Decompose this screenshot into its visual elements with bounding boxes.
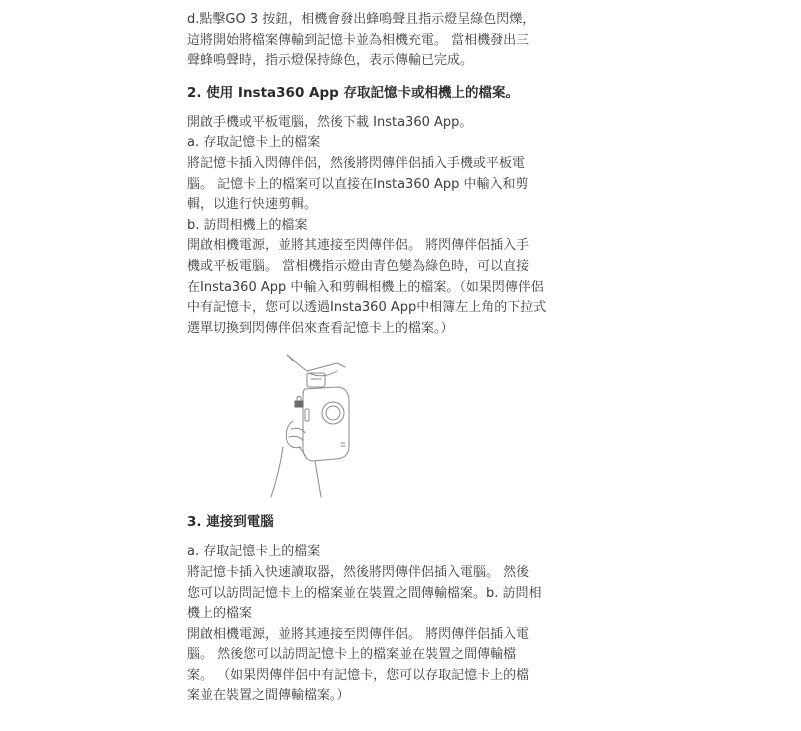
text-line: 案。 （如果閃傳伴侶中有記憶卡，您可以存取記憶卡上的檔 — [187, 667, 530, 683]
text-line: 開啟相機電源，並將其連接至閃傳伴侶。 將閃傳伴侶插入電 — [187, 626, 530, 642]
text-line: a. 存取記憶卡上的檔案 — [187, 544, 321, 560]
section2-heading: 2. 使用 Insta360 App 存取記憶卡或相機上的檔案。 — [187, 84, 520, 101]
text-line: 這將開始將檔案傳輸到記憶卡並為相機充電。 當相機發出三 — [187, 32, 530, 48]
section2-paragraph — [187, 113, 587, 340]
step1-continued-paragraph — [187, 10, 587, 72]
text-line: 案並在裝置之間傳輸檔案。） — [187, 688, 350, 704]
text-line: 中有記憶卡，您可以透過Insta360 App中相簿左上角的下拉式 — [187, 300, 547, 316]
text-line: 腦。 記憶卡上的檔案可以直接在Insta360 App 中輸入和剪 — [187, 176, 529, 192]
text-line: 將記憶卡插入快速讀取器，然後將閃傳伴侶插入電腦。 然後 — [187, 564, 530, 580]
text-line: 將記憶卡插入閃傳伴侶，然後將閃傳伴侶插入手機或平板電 — [187, 155, 526, 171]
hand-holding-camera-with-phone-icon — [187, 351, 387, 499]
text-line: 您可以訪問記憶卡上的檔案並在裝置之間傳輸檔案。b. 訪問相 — [187, 585, 542, 601]
text-line: 機上的檔案 — [187, 606, 253, 622]
text-line: 腦。 然後您可以訪問記憶卡上的檔案並在裝置之間傳輸檔 — [187, 647, 517, 663]
text-line: 開啟相機電源，並將其連接至閃傳伴侶。 將閃傳伴侶插入手 — [187, 238, 530, 254]
section3-heading: 3. 連接到電腦 — [187, 514, 274, 531]
text-line: d.點擊GO 3 按鈕，相機會發出蜂鳴聲且指示燈呈綠色閃爍， — [187, 12, 536, 27]
text-line: 在Insta360 App 中輸入和剪輯相機上的檔案。（如果閃傳伴侶 — [187, 279, 544, 295]
text-line: 聲蜂鳴聲時，指示燈保持綠色，表示傳輸已完成。 — [187, 53, 474, 69]
text-line: 選單切換到閃傳伴侶來查看記憶卡上的檔案。） — [187, 320, 454, 336]
text-line: 機或平板電腦。 當相機指示燈由青色變為綠色時，可以直接 — [187, 258, 530, 274]
text-line: a. 存取記憶卡上的檔案 — [187, 135, 321, 151]
text-line: 輯，以進行快速剪輯。 — [187, 197, 318, 213]
section3-paragraph — [187, 542, 587, 707]
camera-phone-illustration — [187, 351, 387, 499]
article-content — [187, 10, 587, 707]
text-line: 開啟手機或平板電腦，然後下載 Insta360 App。 — [187, 114, 473, 130]
text-line: b. 訪問相機上的檔案 — [187, 217, 308, 233]
